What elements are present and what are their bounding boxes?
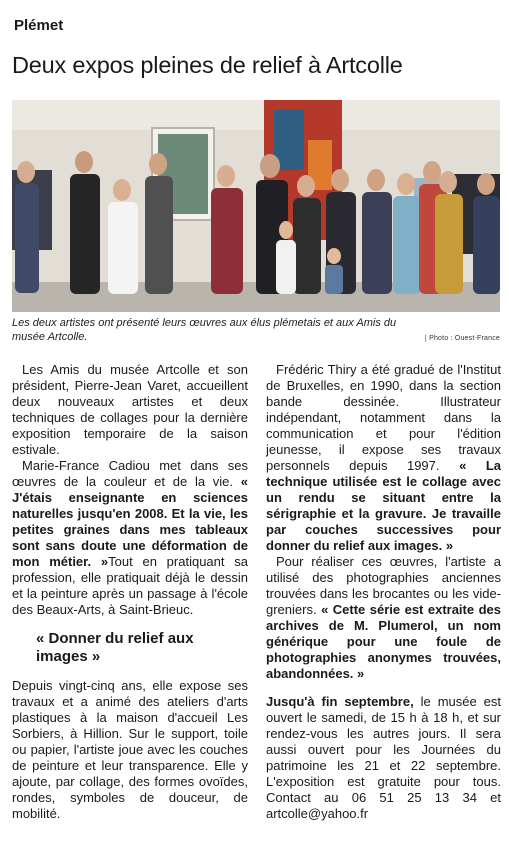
- paragraph: Les Amis du musée Artcolle et son président, Pierre-Jean Varet, accueillent deux nouveaux artistes et deux techniques de collages pour la dernière exposition temporaire de la saison estivale.: [12, 362, 248, 457]
- photo-caption: Les deux artistes ont présenté leurs œuvres aux élus plémetais et aux Amis du musée Artcolle.: [12, 317, 397, 343]
- paragraph-text: Marie-France Cadiou met dans ses œuvres de la couleur et de la vie.: [12, 458, 248, 489]
- paragraph-text: Tout en pratiquant sa profession, elle pratiquait déjà le dessin et la peinture après un passage à l'école des Beaux-Arts, à Saint-Brieuc.: [12, 554, 249, 617]
- article-column-right: [266, 362, 501, 822]
- paragraph: [12, 458, 248, 618]
- photo-credit: | Photo : Ouest-France: [424, 335, 500, 342]
- article-headline: Deux expos pleines de relief à Artcolle: [12, 52, 403, 78]
- article-photo: [12, 100, 500, 312]
- paragraph: [266, 694, 501, 822]
- paragraph-text: Frédéric Thiry a été gradué de l'Institut de Bruxelles, en 1990, dans la section bande dessinée. Illustrateur indépendant, notamment dans la communication et pour l'édition jeunesse, il expose ses travaux personnels depuis 1997.: [266, 362, 501, 473]
- quote: « J'étais enseignante en sciences naturelles jusqu'en 2008. Et la vie, les petites graines dans mes tableaux sont sans doute une déformation de mon métier. »: [12, 474, 248, 569]
- info-lead: Jusqu'à fin septembre,: [266, 694, 414, 709]
- article-rubric: Plémet: [14, 17, 64, 34]
- paragraph: [266, 362, 501, 554]
- section-subhead: « Donner du relief aux images »: [36, 630, 194, 665]
- paragraph-text: Pour réaliser ces œuvres, l'artiste a utilisé des photographies anciennes trouvées dans les brocantes ou les vide-greniers.: [266, 554, 501, 617]
- article-column-left: [12, 362, 248, 822]
- contact-link[interactable]: le musée est ouvert le samedi, de 15 h à 18 h, et sur rendez-vous les autres jours. Il sera aussi ouvert pour les Journées du patrimoine les 21 et 22 septembre. L'exposition est gratuite pour tous. Contact au 06 51 25 13 34 et artcolle@yahoo.fr: [266, 694, 501, 821]
- spacer: [266, 682, 501, 694]
- paragraph: [266, 554, 501, 682]
- quote: « La technique utilisée est le collage avec un rendu se situant entre la sérigraphie et la gravure. Je travaille par couches successives pour donner du relief aux images. »: [266, 458, 501, 553]
- paragraph: Depuis vingt-cinq ans, elle expose ses travaux et a animé des ateliers d'arts plastiques à la maison d'accueil Les Sorbiers, à Hillion. Sur le support, toile ou papier, l'artiste joue avec les couches de peinture et leur transparence. Elle y ajoute, par collage, des formes ovoïdes, rondes, symboles de douceur, de mobilité.: [12, 678, 248, 821]
- quote: « Cette série est extraite des archives de M. Plumerol, un nom générique pour une foule de photographies anonymes trouvées, abandonnées. »: [266, 602, 501, 681]
